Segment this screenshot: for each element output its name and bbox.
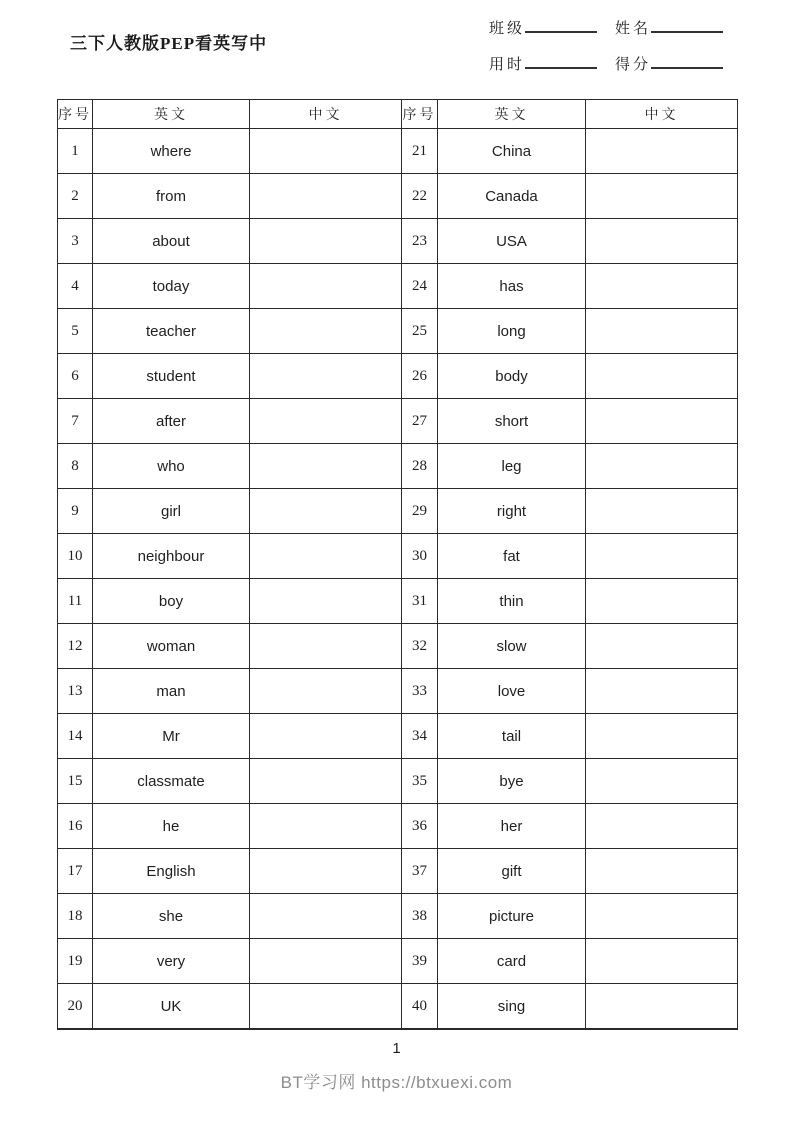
vocab-table-header-row: [58, 100, 738, 129]
chinese-cell: [586, 669, 738, 714]
index-cell: 12: [58, 624, 93, 669]
index-cell: 7: [58, 399, 93, 444]
english-cell: leg: [438, 444, 586, 489]
english-cell: UK: [93, 984, 250, 1030]
chinese-cell: [250, 894, 402, 939]
english-cell: teacher: [93, 309, 250, 354]
index-cell: 34: [402, 714, 438, 759]
english-cell: she: [93, 894, 250, 939]
index-cell: 39: [402, 939, 438, 984]
index-cell: 11: [58, 579, 93, 624]
student-info-line-2: [489, 53, 749, 89]
index-cell: 32: [402, 624, 438, 669]
site-footer-text: BT学习网 https://btxuexi.com: [280, 1073, 513, 1092]
page-title: 三下人教版PEP看英写中: [70, 34, 268, 53]
table-row: [58, 714, 738, 759]
chinese-cell: [586, 714, 738, 759]
english-cell: tail: [438, 714, 586, 759]
chinese-cell: [586, 624, 738, 669]
student-info-line-1: [489, 17, 749, 53]
table-row: [58, 759, 738, 804]
english-cell: man: [93, 669, 250, 714]
chinese-cell: [586, 264, 738, 309]
index-cell: 8: [58, 444, 93, 489]
table-row: [58, 534, 738, 579]
english-cell: USA: [438, 219, 586, 264]
index-cell: 27: [402, 399, 438, 444]
chinese-cell: [250, 669, 402, 714]
index-cell: 3: [58, 219, 93, 264]
index-cell: 16: [58, 804, 93, 849]
chinese-cell: [250, 444, 402, 489]
english-cell: very: [93, 939, 250, 984]
index-cell: 21: [402, 129, 438, 174]
english-cell: picture: [438, 894, 586, 939]
chinese-cell: [586, 174, 738, 219]
english-cell: classmate: [93, 759, 250, 804]
index-cell: 19: [58, 939, 93, 984]
class-field: [489, 17, 597, 39]
index-cell: 40: [402, 984, 438, 1030]
chinese-cell: [586, 534, 738, 579]
index-cell: 10: [58, 534, 93, 579]
chinese-cell: [586, 309, 738, 354]
english-cell: bye: [438, 759, 586, 804]
chinese-cell: [250, 399, 402, 444]
column-header: 中文: [586, 100, 738, 129]
chinese-cell: [250, 624, 402, 669]
page-number: 1: [392, 1040, 401, 1057]
table-row: [58, 399, 738, 444]
index-cell: 26: [402, 354, 438, 399]
table-row: [58, 174, 738, 219]
table-row: [58, 309, 738, 354]
table-row: [58, 669, 738, 714]
index-cell: 17: [58, 849, 93, 894]
chinese-cell: [250, 534, 402, 579]
chinese-cell: [586, 759, 738, 804]
index-cell: 29: [402, 489, 438, 534]
chinese-cell: [586, 579, 738, 624]
chinese-cell: [250, 264, 402, 309]
table-row: [58, 939, 738, 984]
index-cell: 22: [402, 174, 438, 219]
index-cell: 31: [402, 579, 438, 624]
table-row: [58, 894, 738, 939]
english-cell: love: [438, 669, 586, 714]
english-cell: fat: [438, 534, 586, 579]
english-cell: long: [438, 309, 586, 354]
name-field: [615, 17, 723, 39]
chinese-cell: [586, 354, 738, 399]
english-cell: neighbour: [93, 534, 250, 579]
english-cell: right: [438, 489, 586, 534]
index-cell: 30: [402, 534, 438, 579]
column-header: 英文: [438, 100, 586, 129]
column-header: 英文: [93, 100, 250, 129]
time-label: 用时: [489, 57, 526, 73]
english-cell: boy: [93, 579, 250, 624]
chinese-cell: [586, 129, 738, 174]
index-cell: 9: [58, 489, 93, 534]
english-cell: where: [93, 129, 250, 174]
chinese-cell: [586, 849, 738, 894]
table-row: [58, 579, 738, 624]
table-row: [58, 849, 738, 894]
index-cell: 15: [58, 759, 93, 804]
english-cell: Canada: [438, 174, 586, 219]
score-field: [615, 53, 723, 75]
chinese-cell: [586, 219, 738, 264]
chinese-cell: [586, 804, 738, 849]
index-cell: 13: [58, 669, 93, 714]
english-cell: after: [93, 399, 250, 444]
english-cell: English: [93, 849, 250, 894]
english-cell: gift: [438, 849, 586, 894]
index-cell: 36: [402, 804, 438, 849]
score-label: 得分: [615, 57, 652, 73]
class-blank: [525, 17, 597, 33]
chinese-cell: [250, 489, 402, 534]
score-blank: [651, 53, 723, 69]
time-field: [489, 53, 597, 75]
chinese-cell: [250, 579, 402, 624]
english-cell: from: [93, 174, 250, 219]
english-cell: China: [438, 129, 586, 174]
table-row: [58, 624, 738, 669]
chinese-cell: [250, 984, 402, 1030]
index-cell: 20: [58, 984, 93, 1030]
index-cell: 25: [402, 309, 438, 354]
english-cell: woman: [93, 624, 250, 669]
english-cell: about: [93, 219, 250, 264]
student-info: [489, 17, 749, 89]
index-cell: 1: [58, 129, 93, 174]
name-label: 姓名: [615, 21, 652, 37]
chinese-cell: [250, 939, 402, 984]
english-cell: card: [438, 939, 586, 984]
table-row: [58, 489, 738, 534]
name-blank: [651, 17, 723, 33]
index-cell: 23: [402, 219, 438, 264]
index-cell: 38: [402, 894, 438, 939]
index-cell: 35: [402, 759, 438, 804]
english-cell: Mr: [93, 714, 250, 759]
index-cell: 24: [402, 264, 438, 309]
table-row: [58, 129, 738, 174]
chinese-cell: [586, 489, 738, 534]
chinese-cell: [586, 939, 738, 984]
column-header: 中文: [250, 100, 402, 129]
english-cell: student: [93, 354, 250, 399]
vocab-table: [57, 99, 738, 1030]
chinese-cell: [250, 759, 402, 804]
chinese-cell: [586, 984, 738, 1030]
english-cell: her: [438, 804, 586, 849]
chinese-cell: [250, 174, 402, 219]
chinese-cell: [586, 399, 738, 444]
column-header: 序号: [402, 100, 438, 129]
index-cell: 5: [58, 309, 93, 354]
table-row: [58, 264, 738, 309]
english-cell: he: [93, 804, 250, 849]
chinese-cell: [250, 219, 402, 264]
english-cell: girl: [93, 489, 250, 534]
english-cell: slow: [438, 624, 586, 669]
index-cell: 6: [58, 354, 93, 399]
english-cell: sing: [438, 984, 586, 1030]
english-cell: who: [93, 444, 250, 489]
table-row: [58, 219, 738, 264]
index-cell: 28: [402, 444, 438, 489]
table-row: [58, 444, 738, 489]
chinese-cell: [586, 894, 738, 939]
time-blank: [525, 53, 597, 69]
class-label: 班级: [489, 21, 526, 37]
english-cell: today: [93, 264, 250, 309]
table-row: [58, 354, 738, 399]
english-cell: short: [438, 399, 586, 444]
index-cell: 2: [58, 174, 93, 219]
column-header: 序号: [58, 100, 93, 129]
index-cell: 33: [402, 669, 438, 714]
index-cell: 14: [58, 714, 93, 759]
chinese-cell: [250, 714, 402, 759]
index-cell: 37: [402, 849, 438, 894]
chinese-cell: [586, 444, 738, 489]
index-cell: 18: [58, 894, 93, 939]
chinese-cell: [250, 804, 402, 849]
chinese-cell: [250, 354, 402, 399]
english-cell: thin: [438, 579, 586, 624]
english-cell: body: [438, 354, 586, 399]
index-cell: 4: [58, 264, 93, 309]
table-row: [58, 984, 738, 1030]
table-row: [58, 804, 738, 849]
chinese-cell: [250, 309, 402, 354]
english-cell: has: [438, 264, 586, 309]
chinese-cell: [250, 129, 402, 174]
chinese-cell: [250, 849, 402, 894]
